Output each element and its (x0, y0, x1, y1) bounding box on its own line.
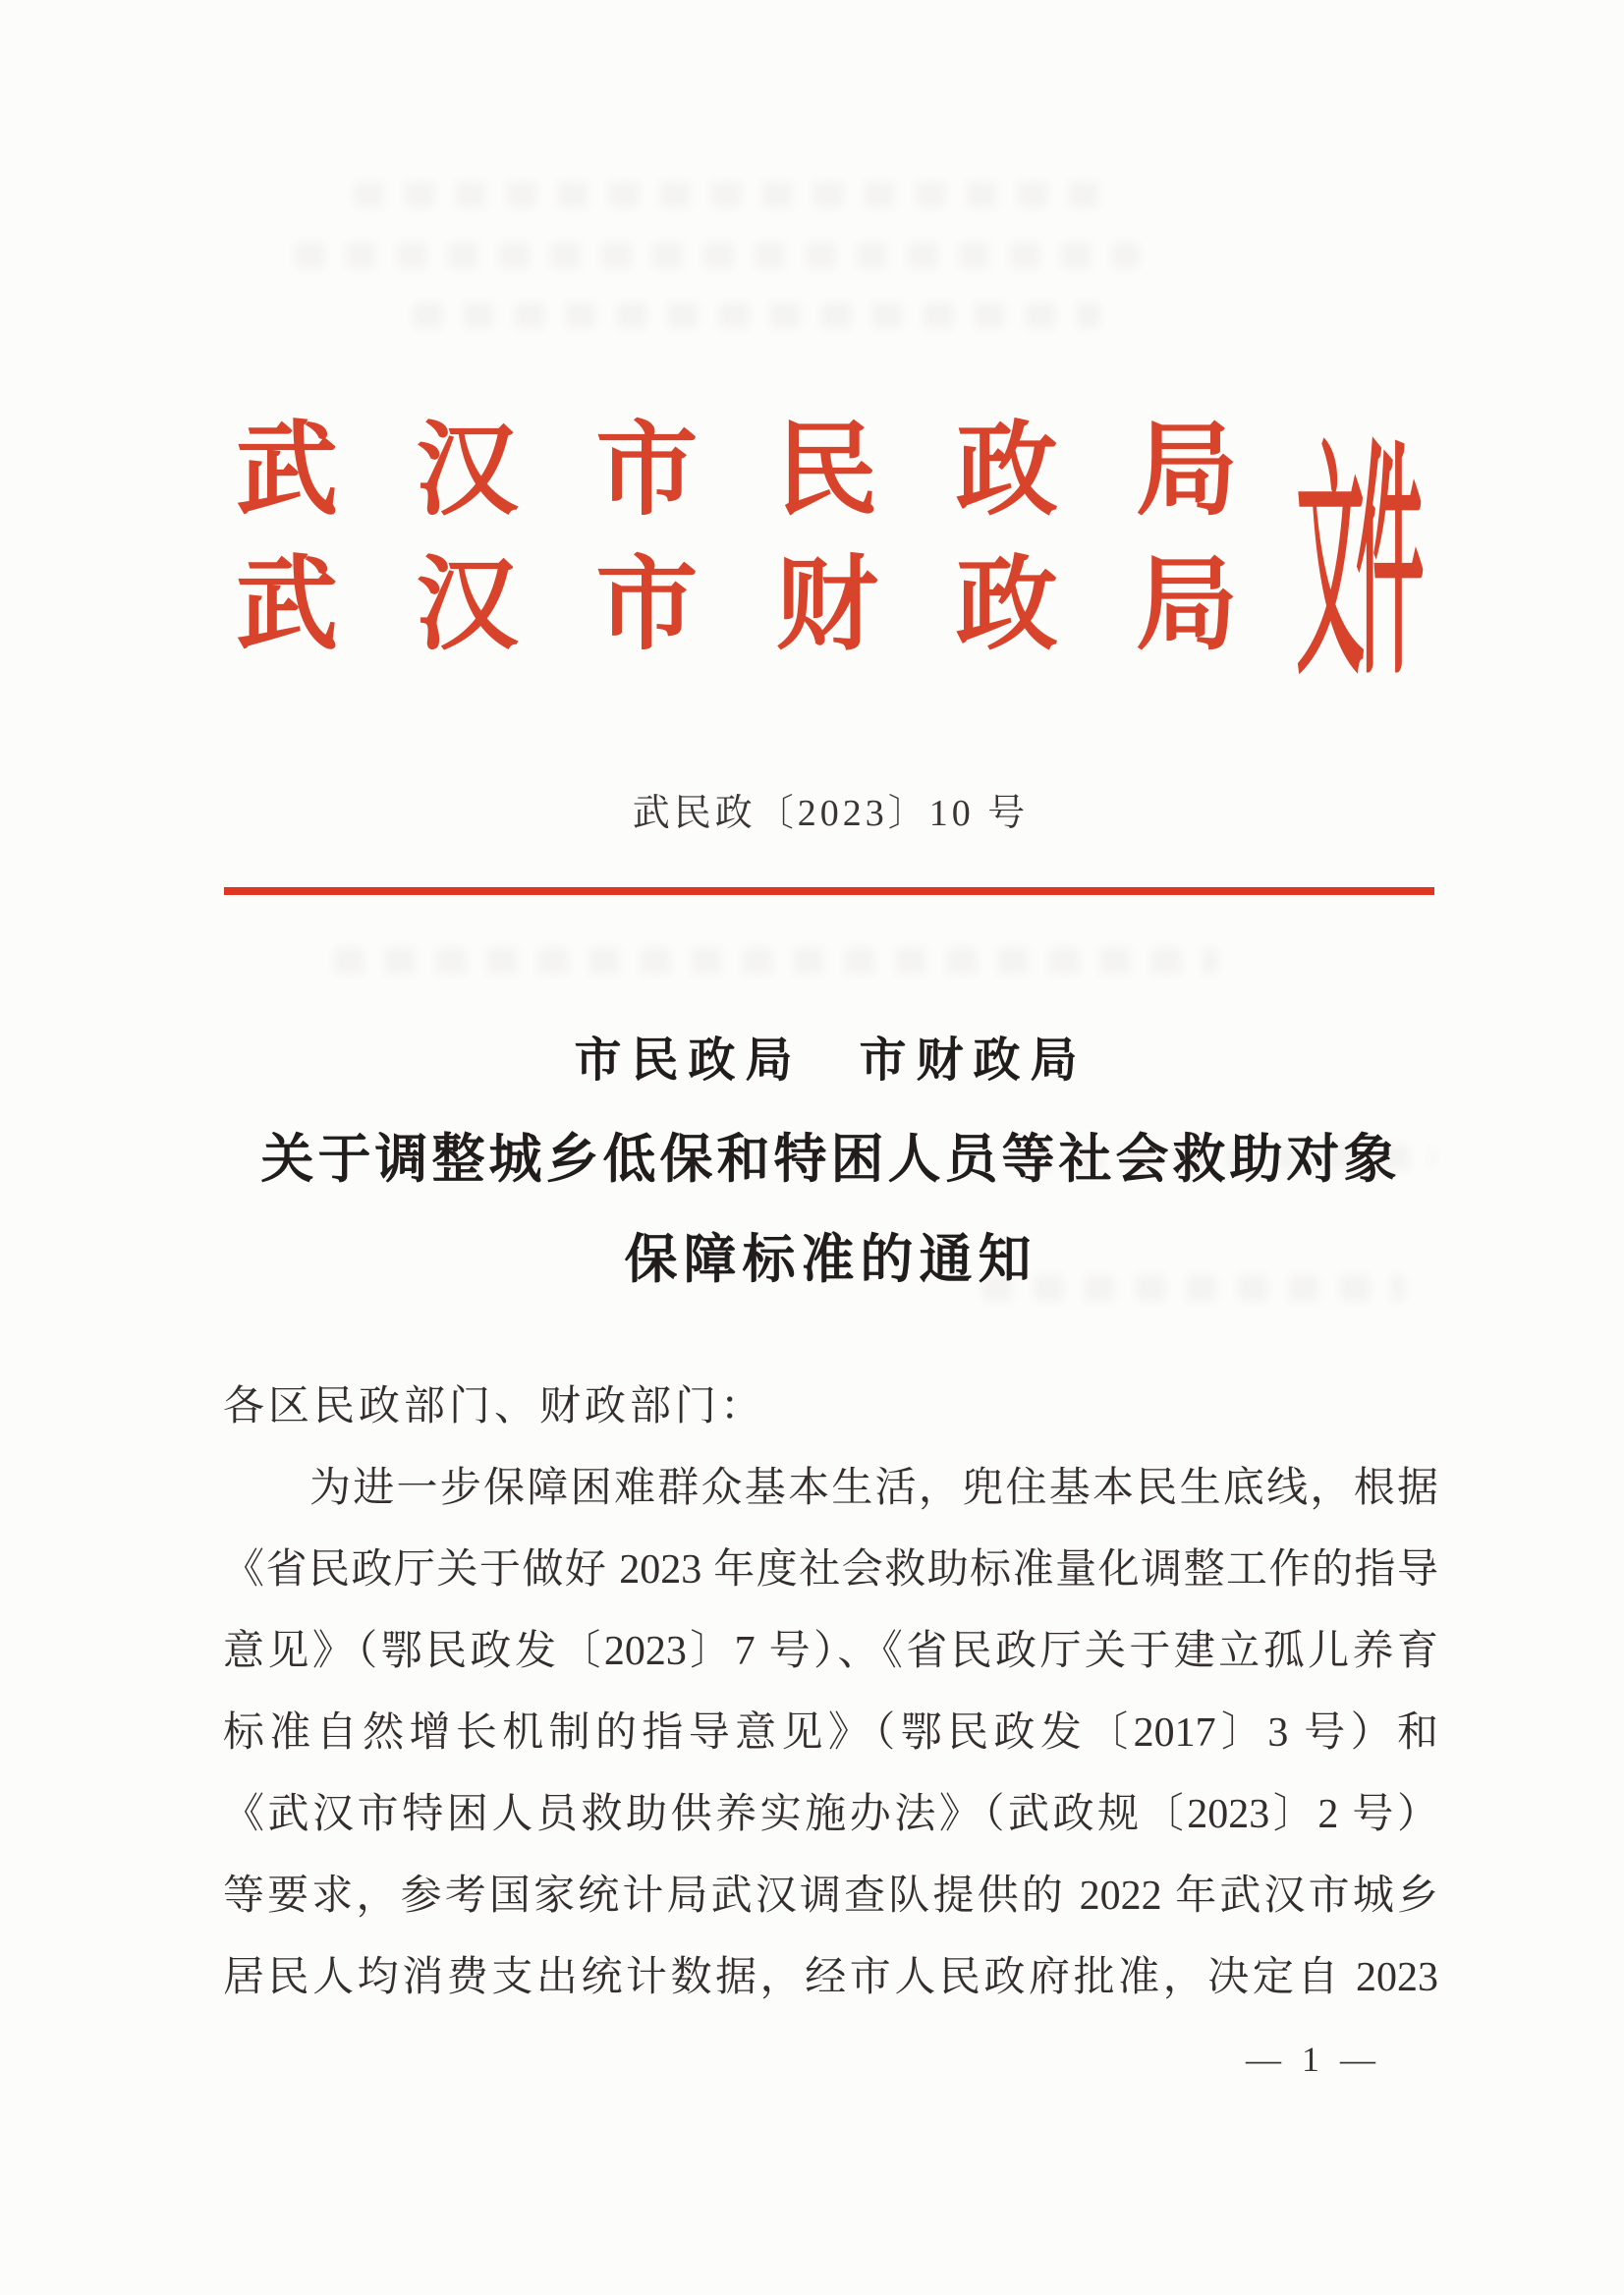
letterhead-char: 市 (595, 415, 699, 528)
scan-bleedthrough (334, 948, 1218, 974)
scan-bleedthrough (413, 303, 1100, 328)
letterhead-char: 政 (955, 549, 1058, 662)
body-line: 等要求，参考国家统计局武汉调查队提供的 2022 年武汉市城乡 (223, 1874, 1438, 1919)
body-line: 居民人均消费支出统计数据，经市人民政府批准，决定自 2023 (223, 1955, 1438, 2000)
red-divider-line (224, 887, 1434, 895)
letterhead-char: 局 (1135, 549, 1238, 662)
letterhead-char: 武 (236, 415, 339, 528)
document-number: 武民政〔2023〕10 号 (632, 793, 1030, 834)
title-line-main: 关于调整城乡低保和特困人员等社会救助对象 (260, 1130, 1401, 1189)
body-line: 《武汉市特困人员救助供养实施办法》（武政规〔2023〕2 号） (223, 1792, 1438, 1837)
letterhead-char: 汉 (416, 549, 519, 662)
title-issuing-agencies: 市民政局 市财政局 (574, 1035, 1088, 1087)
letterhead-char: 市 (595, 549, 699, 662)
letterhead-line-1 (236, 415, 1238, 528)
letterhead-char: 局 (1135, 415, 1238, 528)
letterhead-line-2 (236, 549, 1238, 662)
document-body (223, 1367, 1438, 2019)
letterhead-suffix-wenjian (1277, 427, 1434, 704)
letterhead-char: 民 (775, 415, 878, 528)
body-line: 《省民政厅关于做好 2023 年度社会救助标准量化调整工作的指导 (223, 1547, 1438, 1593)
body-line: 标准自然增长机制的指导意见》（鄂民政发〔2017〕3 号）和 (223, 1710, 1438, 1756)
body-line: 意见》（鄂民政发〔2023〕7 号）、《省民政厅关于建立孤儿养育 (223, 1629, 1438, 1674)
letterhead-char: 武 (236, 549, 339, 662)
title-line-end: 保障标准的通知 (624, 1230, 1037, 1289)
letterhead-char: 政 (955, 415, 1058, 528)
salutation: 各区民政部门、财政部门： (223, 1384, 766, 1429)
letterhead (236, 415, 1238, 662)
letterhead-char: 财 (775, 549, 878, 662)
document-title (223, 1032, 1438, 1294)
page-number: — 1 — (1246, 2040, 1381, 2079)
letterhead-char: 汉 (416, 415, 519, 528)
scan-bleedthrough (354, 182, 1100, 207)
scan-bleedthrough (295, 243, 1140, 268)
body-line: 为进一步保障困难群众基本生活，兜住基本民生底线，根据 (309, 1466, 1438, 1511)
letterhead-suffix-text: 文件 (1296, 427, 1416, 704)
